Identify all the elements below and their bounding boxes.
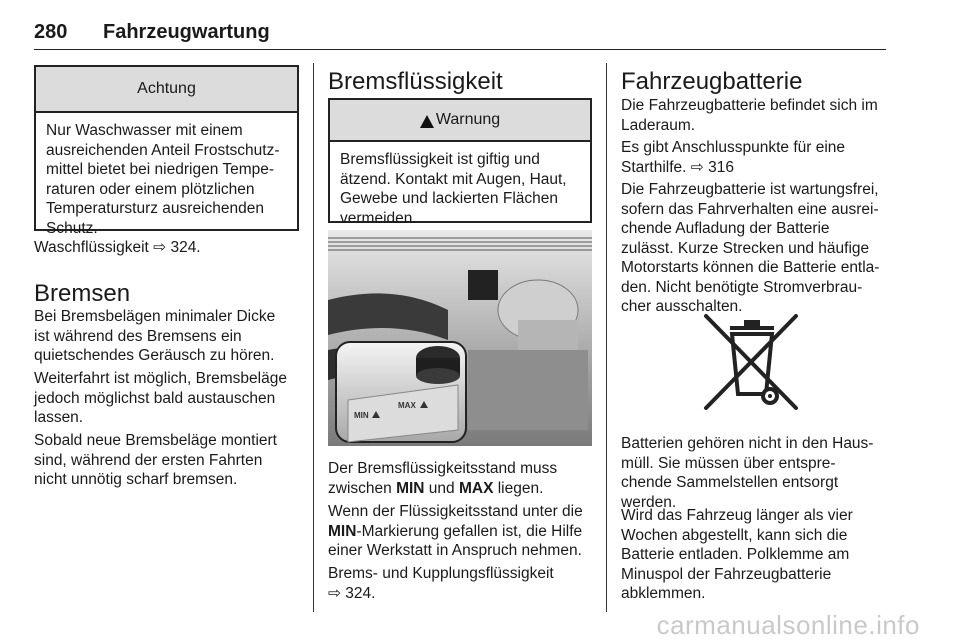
- warning-box: [328, 98, 592, 227]
- text-line: [328, 522, 583, 542]
- text-line: Bremsflüssigkeit ist giftig und: [340, 151, 540, 168]
- text-line: jedoch möglichst bald austauschen: [34, 389, 276, 407]
- column-divider-2: [606, 63, 607, 612]
- text-line: abklemmen.: [621, 585, 706, 602]
- text-line: Minuspol der Fahrzeugbatterie: [621, 565, 832, 583]
- warning-heading: [330, 100, 590, 142]
- text-line: chende Aufladung der Batterie: [621, 220, 830, 237]
- text-line: Gewebe und lackierten Flächen: [340, 190, 558, 207]
- text-run: -Markierung gefallen ist, die Hilfe: [356, 522, 583, 540]
- header-rule: [34, 49, 886, 50]
- text-line: ⇨ 324.: [328, 584, 376, 602]
- text-line: Nur Waschwasser mit einem: [46, 122, 243, 139]
- text-line: raturen oder einem plötzlichen: [46, 180, 255, 198]
- achtung-box: [34, 65, 299, 237]
- text-line: Sobald neue Bremsbeläge montiert: [34, 432, 277, 449]
- battery-heading: Fahrzeugbatterie: [621, 68, 803, 95]
- text-line: [328, 479, 557, 499]
- warning-text: [330, 142, 590, 236]
- brakes-heading: Bremsen: [34, 280, 131, 307]
- text-line: chende Sammelstellen entsorgt: [621, 474, 839, 491]
- warning-heading-text: Warnung: [435, 111, 501, 128]
- text-line: Laderaum.: [621, 116, 696, 134]
- text-line: Bei Bremsbelägen minimaler Dicke: [34, 308, 276, 325]
- min-term: MIN: [328, 522, 357, 540]
- text-line: Es gibt Anschlusspunkte für eine: [621, 139, 846, 156]
- text-line: lassen.: [34, 409, 84, 426]
- page-title: Fahrzeugwartung: [103, 21, 270, 43]
- text-line: Brems- und Kupplungsflüssigkeit: [328, 565, 554, 582]
- warning-triangle-icon: [420, 115, 434, 128]
- text-line: Die Fahrzeugbatterie ist wartungsfrei,: [621, 181, 879, 198]
- watermark: carmanualsonline.info: [656, 610, 920, 640]
- text-line: Batterie entladen. Polklemme am: [621, 546, 850, 563]
- brake-fluid-paragraph-3: [328, 564, 554, 603]
- text-line: Wenn der Flüssigkeitsstand unter die: [328, 503, 583, 520]
- max-label: MAX: [398, 401, 416, 410]
- brake-fluid-paragraph-2: [328, 502, 583, 561]
- text-line: Der Bremsflüssigkeitsstand muss: [328, 460, 558, 477]
- text-line: Wird das Fahrzeug länger als vier: [621, 507, 853, 524]
- brake-fluid-reservoir-photo: [328, 230, 592, 446]
- text-line: Starthilfe. ⇨ 316: [621, 158, 734, 176]
- crossed-out-bin-icon: [700, 312, 804, 412]
- text-line: cher ausschalten.: [621, 298, 743, 315]
- washer-fluid-reference: Waschflüssigkeit ⇨ 324.: [34, 239, 201, 256]
- brakes-paragraph-1: [34, 307, 275, 366]
- battery-paragraph-2: [621, 138, 845, 177]
- brakes-paragraph-2: [34, 369, 287, 428]
- text-run: zwischen: [328, 479, 397, 497]
- text-line: müll. Sie müssen über entspre-: [621, 454, 836, 472]
- text-line: ausreichenden Anteil Frostschutz-: [46, 141, 280, 159]
- text-line: ätzend. Kontakt mit Augen, Haut,: [340, 170, 567, 188]
- text-line: Die Fahrzeugbatterie befindet sich im: [621, 97, 878, 114]
- text-line: nicht unnötig scharf bremsen.: [34, 471, 238, 488]
- text-line: werden.: [621, 493, 677, 511]
- text-line: Schutz.: [46, 219, 98, 237]
- min-label: MIN: [354, 411, 369, 420]
- text-line: den. Nicht benötigte Stromverbrau-: [621, 278, 863, 296]
- text-line: Batterien gehören nicht in den Haus-: [621, 435, 874, 452]
- text-line: Temperatursturz ausreichenden: [46, 200, 264, 217]
- text-line: zulässt. Kurze Strecken und häufige: [621, 239, 870, 257]
- brake-fluid-paragraph-1: [328, 459, 557, 498]
- brakes-paragraph-3: [34, 431, 277, 490]
- column-divider-1: [313, 63, 314, 612]
- battery-paragraph-3: [621, 180, 879, 317]
- max-term: MAX: [458, 479, 494, 497]
- battery-paragraph-4: [621, 434, 873, 512]
- brake-fluid-heading: Bremsflüssigkeit: [328, 68, 503, 95]
- text-line: einer Werkstatt in Anspruch nehmen.: [328, 542, 582, 559]
- text-line: Weiterfahrt ist möglich, Bremsbeläge: [34, 370, 287, 387]
- text-line: mittel bietet bei niedrigen Tempe-: [46, 161, 275, 178]
- text-run: liegen.: [493, 479, 544, 497]
- text-line: sofern das Fahrverhalten eine ausrei-: [621, 200, 879, 218]
- text-line: vermeiden.: [340, 209, 417, 227]
- battery-paragraph-1: [621, 96, 878, 135]
- text-line: sind, während der ersten Fahrten: [34, 451, 263, 469]
- page-number: 280: [34, 21, 68, 43]
- min-term: MIN: [396, 479, 425, 497]
- text-run: und: [424, 479, 459, 497]
- achtung-text: [36, 113, 297, 246]
- text-line: quietschendes Geräusch zu hören.: [34, 347, 275, 364]
- battery-paragraph-5: [621, 506, 853, 604]
- achtung-heading: Achtung: [36, 67, 297, 113]
- text-line: ist während des Bremsens ein: [34, 327, 242, 345]
- text-line: Motorstarts können die Batterie entla-: [621, 259, 880, 276]
- text-line: Wochen abgestellt, kann sich die: [621, 526, 848, 544]
